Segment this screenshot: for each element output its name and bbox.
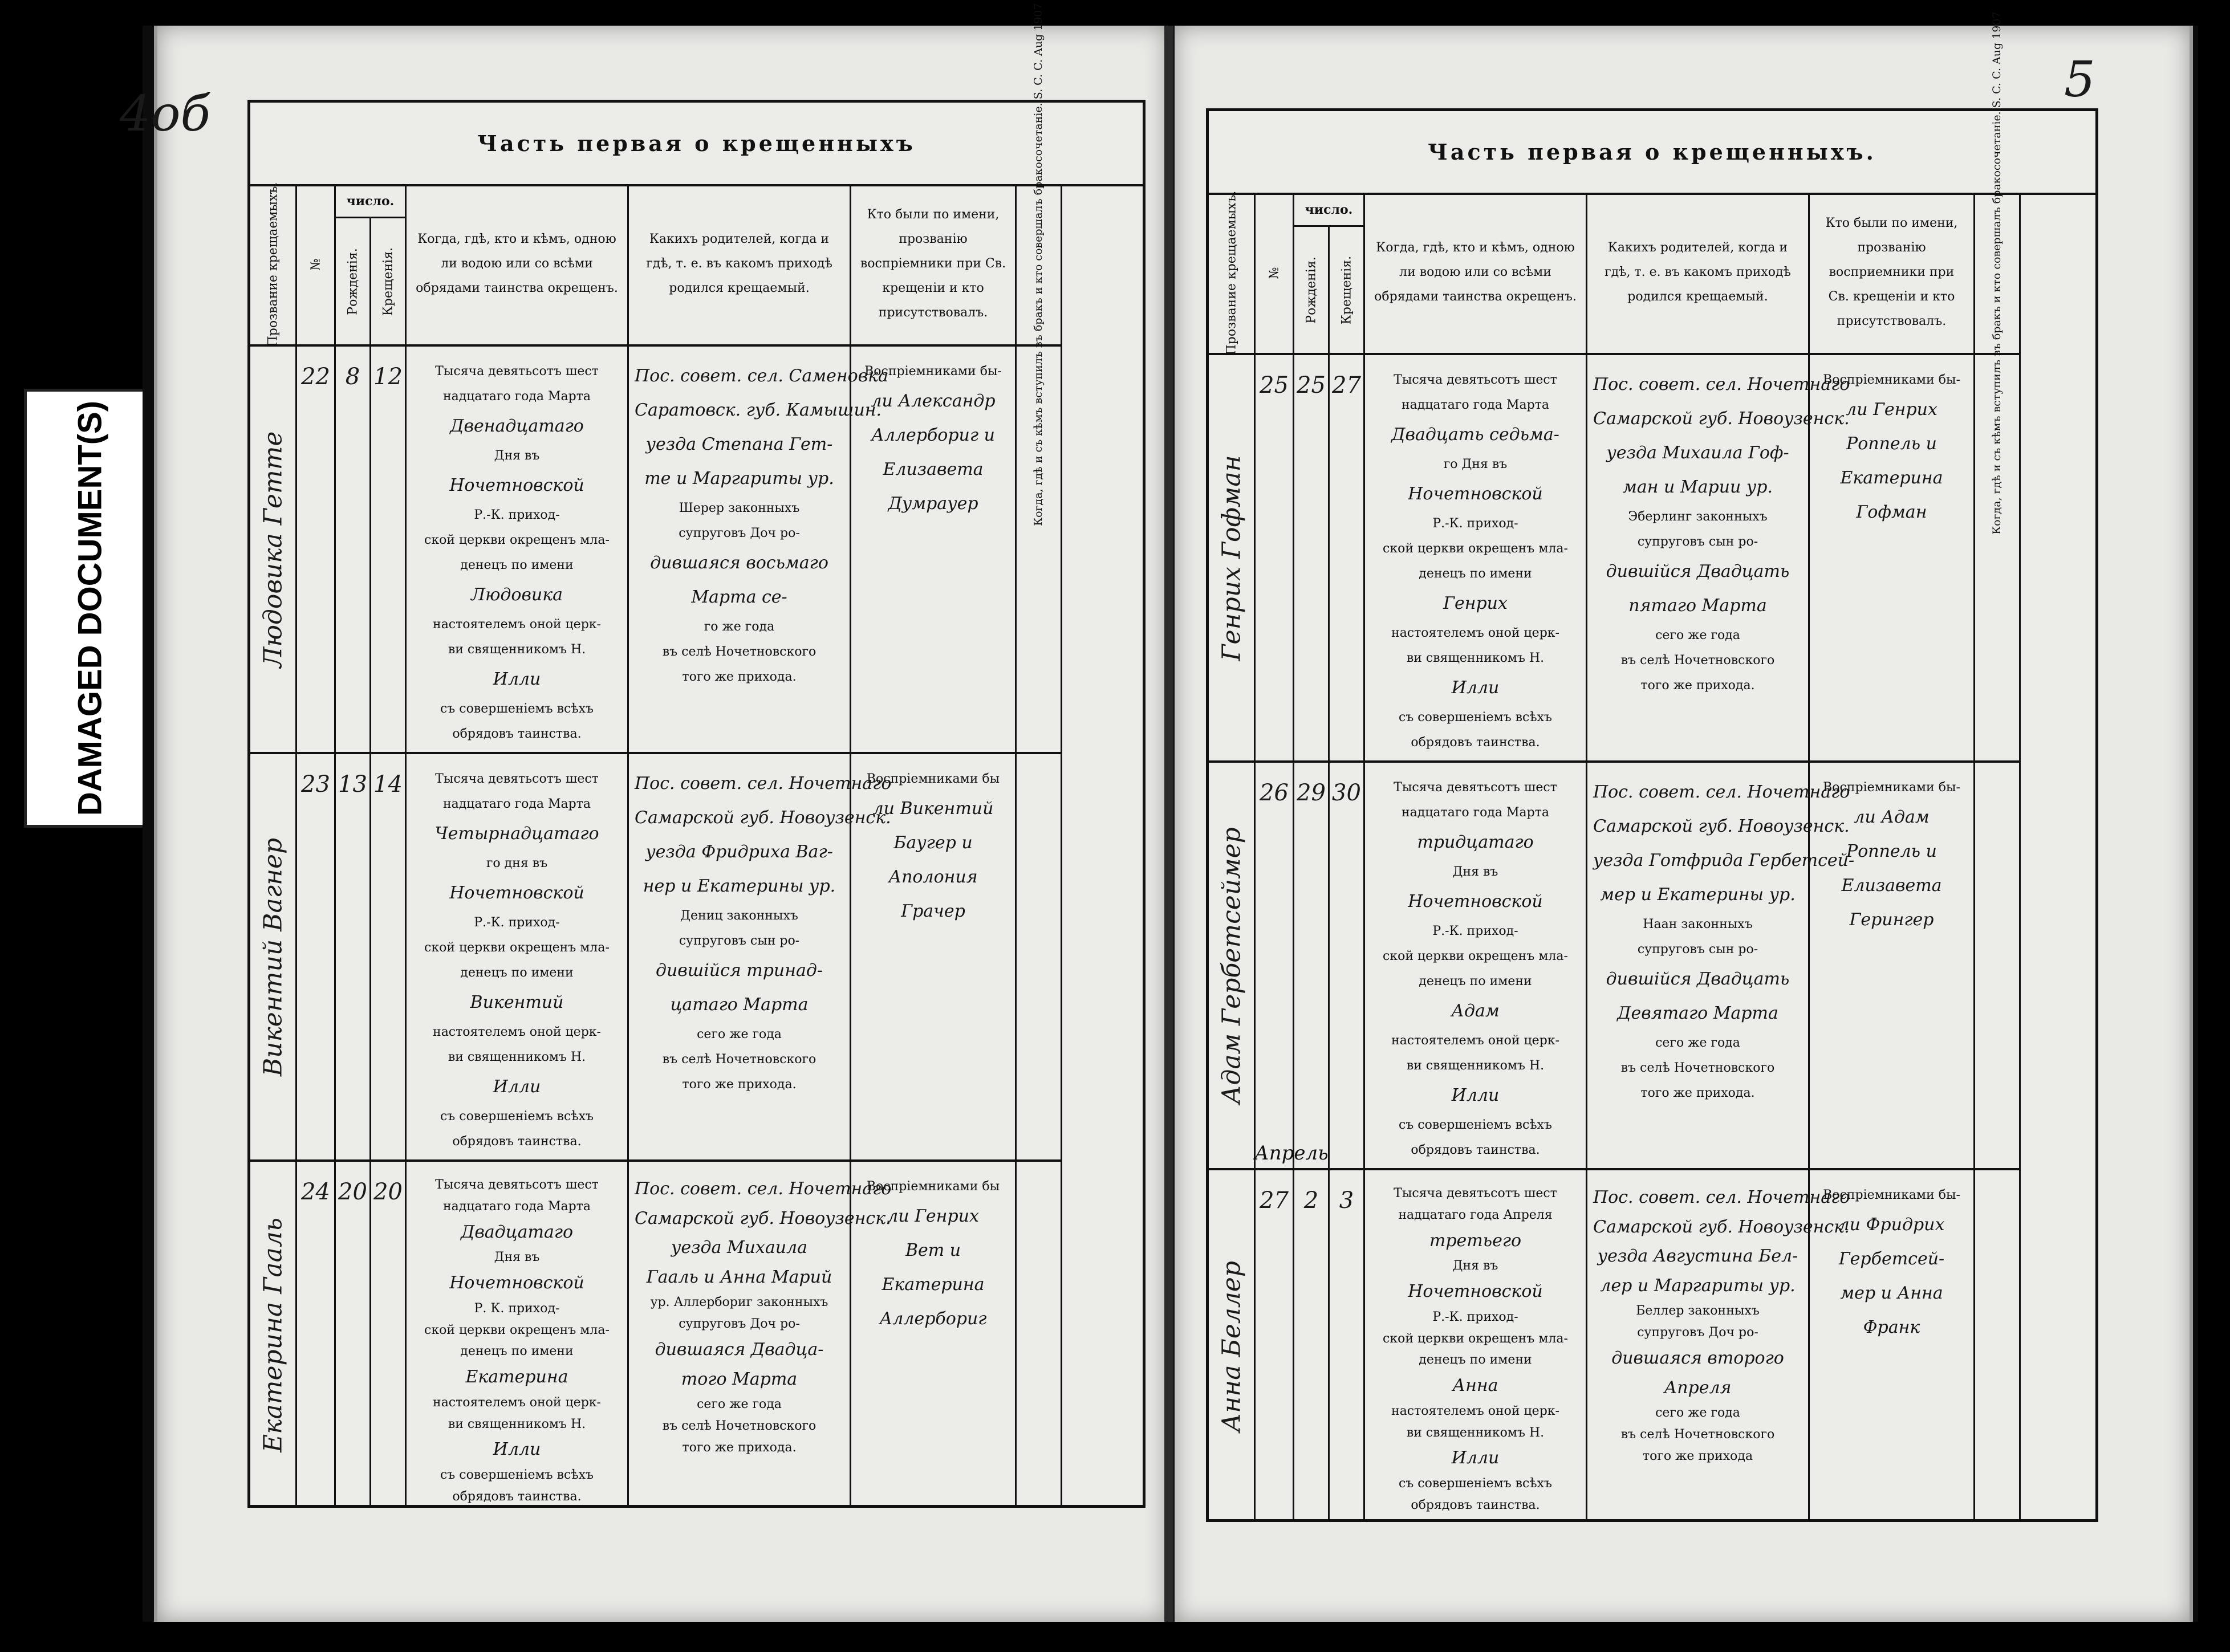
entry-number-cell: 25	[1256, 355, 1294, 760]
marriage-cell	[1017, 754, 1062, 1159]
header-date-group: число.	[1294, 193, 1365, 227]
month-annotation: Апрель	[1254, 1142, 1329, 1165]
birth-day-cell: 20	[336, 1162, 371, 1508]
baptism-day-cell: 12	[371, 347, 407, 752]
parents-cell: Пос. совет. сел. Ночетнаго Самарской губ. Новоузенск. уезда Михаила Гааль и Анна Марий ур. Аллербориг законныхъ супруговъ Доч ро- дившаяся Двадца- того Марта сего же года въ селѣ Ночетновского того же прихода.	[629, 1162, 851, 1508]
left-entry-row-3	[250, 1162, 1062, 1508]
parents-cell: Пос. совет. сел. Ночетнаго Самарской губ. Новоузенск. уезда Готфрида Гербетсей- мер и Екатерины ур. Наан законныхъ супруговъ сын ро- дившійся Двадцать Девятаго Марта сего же года въ селѣ Ночетновского того же прихода.	[1587, 763, 1810, 1168]
surname-cell: Людовика Гетте	[250, 347, 297, 752]
left-entry-row-1	[250, 347, 1062, 754]
birth-day-cell: 13	[336, 754, 371, 1159]
baptism-day-cell: 3	[1330, 1170, 1365, 1522]
header-number: №	[1256, 193, 1294, 355]
header-baptism: Крещенія.	[371, 218, 407, 347]
parents-cell: Пос. совет. сел. Ночетнаго Самарской губ. Новоузенск. уезда Фридриха Ваг- нер и Екатерины ур. Дениц законныхъ супруговъ сын ро- дившійся тринад- цатаго Марта сего же года въ селѣ Ночетновского того же прихода.	[629, 754, 851, 1159]
parents-cell: Пос. совет. сел. Ночетнаго Самарской губ. Новоузенск. уезда Августина Бел- лер и Маргариты ур. Беллер законныхъ супруговъ Доч ро- дившаяся второго Апреля сего же года въ селѣ Ночетновского того же прихода	[1587, 1170, 1810, 1522]
birth-day-cell: 8	[336, 347, 371, 752]
surname-cell: Екатерина Гааль	[250, 1162, 297, 1508]
entry-number-cell: 26	[1256, 763, 1294, 1168]
header-date-group: число.	[336, 184, 407, 218]
godparents-cell: Воспріемниками бы- ли Александр Аллербориг и Елизавета Думрауер	[851, 347, 1017, 752]
baptism-details-cell: Тысяча девятьсотъ шест надцатаго года Марта Четырнадцатаго го дня въ Ночетновской Р.-К. приход- ской церкви окрещенъ мла- денецъ по имени Викентий настоятелемъ оной церк- ви священникомъ Н. Илли съ совершеніемъ всѣхъ обрядовъ таинства.	[407, 754, 629, 1159]
baptism-day-cell: 14	[371, 754, 407, 1159]
right-entry-row-1	[1209, 355, 2021, 763]
header-baptism: Крещенія.	[1330, 227, 1365, 355]
parents-cell: Пос. совет. сел. Ночетнаго Самарской губ. Новоузенск. уезда Михаила Гоф- ман и Марии ур. Эберлинг законныхъ супруговъ сын ро- дившійся Двадцать пятаго Марта сего же года въ селѣ Ночетновского того же прихода.	[1587, 355, 1810, 760]
baptism-day-cell: 27	[1330, 355, 1365, 760]
entry-number-cell: 24	[297, 1162, 336, 1508]
book-gutter	[1164, 26, 1173, 1622]
left-entry-row-2	[250, 754, 1062, 1162]
damaged-documents-tag	[24, 389, 157, 828]
header-marriage: Когда, гдѣ и съ кѣмъ вступилъ въ бракъ и кто совершалъ бракосочетаніе. S. C. C. Aug 1907	[1017, 184, 1062, 347]
godparents-cell: Воспріемниками бы ли Викентий Баугер и Аполония Грачер	[851, 754, 1017, 1159]
header-godparents: Кто были по имени, прозванію восприемники при Св. крещеніи и кто присутствовалъ.	[1810, 193, 1975, 355]
surname-cell: Генрих Гофман	[1209, 355, 1256, 760]
entry-number-cell: 23	[297, 754, 336, 1159]
header-number: №	[297, 184, 336, 347]
entry-number-cell: 27	[1256, 1170, 1294, 1522]
marriage-cell	[1017, 1162, 1062, 1508]
godparents-cell: Воспріемниками бы- ли Фридрих Гербетсей- мер и Анна Франк	[1810, 1170, 1975, 1522]
marriage-cell	[1975, 355, 2021, 760]
birth-day-cell: 2	[1294, 1170, 1330, 1522]
header-marriage: Когда, гдѣ и съ кѣмъ вступилъ въ бракъ и кто совершалъ бракосочетаніе. S. C. C. Aug 1907	[1975, 193, 2021, 355]
godparents-cell: Воспріемниками бы- ли Адам Роппель и Елизавета Герингер	[1810, 763, 1975, 1168]
header-birth: Рожденія.	[336, 218, 371, 347]
marriage-cell	[1975, 1170, 2021, 1522]
left-page-number: 4об	[120, 86, 210, 143]
right-page-title: Часть первая о крещенныхъ.	[1209, 111, 2095, 195]
surname-cell: Адам Гербетсеймер	[1209, 763, 1256, 1168]
baptism-details-cell: Тысяча девятьсотъ шест надцатаго года Марта Двадцать седьма- го Дня въ Ночетновской Р.-К. приход- ской церкви окрещенъ мла- денецъ по имени Генрих настоятелемъ оной церк- ви священникомъ Н. Илли съ совершеніемъ всѣхъ обрядовъ таинства.	[1365, 355, 1587, 760]
entry-number-cell: 22	[297, 347, 336, 752]
header-when-where: Когда, гдѣ, кто и кѣмъ, одною ли водою или со всѣми обрядами таинства окрещенъ.	[407, 184, 629, 347]
header-surname: Прозвание крещаемыхъ.	[250, 184, 297, 347]
marriage-cell	[1017, 347, 1062, 752]
right-page-number: 5	[2064, 51, 2095, 108]
right-register-table	[1206, 11, 2098, 1522]
header-when-where: Когда, гдѣ, кто и кѣмъ, одною ли водою или со всѣми обрядами таинства окрещенъ.	[1365, 193, 1587, 355]
surname-cell: Викентий Вагнер	[250, 754, 297, 1159]
baptism-day-cell: 20	[371, 1162, 407, 1508]
damaged-label: DAMAGED DOCUMENT(S)	[71, 400, 109, 816]
baptism-details-cell: Тысяча девятьсотъ шест надцатаго года Марта Двадцатаго Дня въ Ночетновской Р. К. приход- ской церкви окрещенъ мла- денецъ по имени Екатерина настоятелемъ оной церк- ви священникомъ Н. Илли съ совершеніемъ всѣхъ обрядовъ таинства.	[407, 1162, 629, 1508]
baptism-details-cell: Тысяча девятьсотъ шест надцатаго года Апреля третьего Дня въ Ночетновской Р.-К. приход- ской церкви окрещенъ мла- денецъ по имени Анна настоятелемъ оной церк- ви священникомъ Н. Илли съ совершеніемъ всѣхъ обрядовъ таинства.	[1365, 1170, 1587, 1522]
left-page-title: Часть первая о крещенныхъ	[250, 103, 1143, 186]
baptism-day-cell: 30	[1330, 763, 1365, 1168]
right-entry-row-3	[1209, 1170, 2021, 1522]
baptism-details-cell: Тысяча девятьсотъ шест надцатаго года Марта тридцатаго Дня въ Ночетновской Р.-К. приход- ской церкви окрещенъ мла- денецъ по имени Адам настоятелемъ оной церк- ви священникомъ Н. Илли съ совершеніемъ всѣхъ обрядовъ таинства.	[1365, 763, 1587, 1168]
surname-cell: Анна Беллер	[1209, 1170, 1256, 1522]
godparents-cell: Воспріемниками бы ли Генрих Вет и Екатерина Аллербориг	[851, 1162, 1017, 1508]
birth-day-cell: 25	[1294, 355, 1330, 760]
right-entry-row-2	[1209, 763, 2021, 1170]
header-godparents: Кто были по имени, прозванію воспріемники при Св. крещеніи и кто присутствовалъ.	[851, 184, 1017, 347]
godparents-cell: Воспріемниками бы- ли Генрих Роппель и Екатерина Гофман	[1810, 355, 1975, 760]
parents-cell: Пос. совет. сел. Саменовка Саратовск. губ. Камышин. уезда Степана Гет- те и Маргариты ур. Шерер законныхъ супруговъ Доч ро- дившаяся восьмаго Марта се- го же года въ селѣ Ночетновского того же прихода.	[629, 347, 851, 752]
header-parents: Какихъ родителей, когда и гдѣ, т. е. въ какомъ приходѣ родился крещаемый.	[629, 184, 851, 347]
header-birth: Рожденія.	[1294, 227, 1330, 355]
header-surname: Прозвание крещаемыхъ.	[1209, 193, 1256, 355]
baptism-details-cell: Тысяча девятьсотъ шест надцатаго года Марта Двенадцатаго Дня въ Ночетновской Р.-К. приход- ской церкви окрещенъ мла- денецъ по имени Людовика настоятелемъ оной церк- ви священникомъ Н. Илли съ совершеніемъ всѣхъ обрядовъ таинства.	[407, 347, 629, 752]
birth-day-cell: 29	[1294, 763, 1330, 1168]
marriage-cell	[1975, 763, 2021, 1168]
header-parents: Какихъ родителей, когда и гдѣ, т. е. въ какомъ приходѣ родился крещаемый.	[1587, 193, 1810, 355]
left-register-table	[247, 2, 1146, 1508]
